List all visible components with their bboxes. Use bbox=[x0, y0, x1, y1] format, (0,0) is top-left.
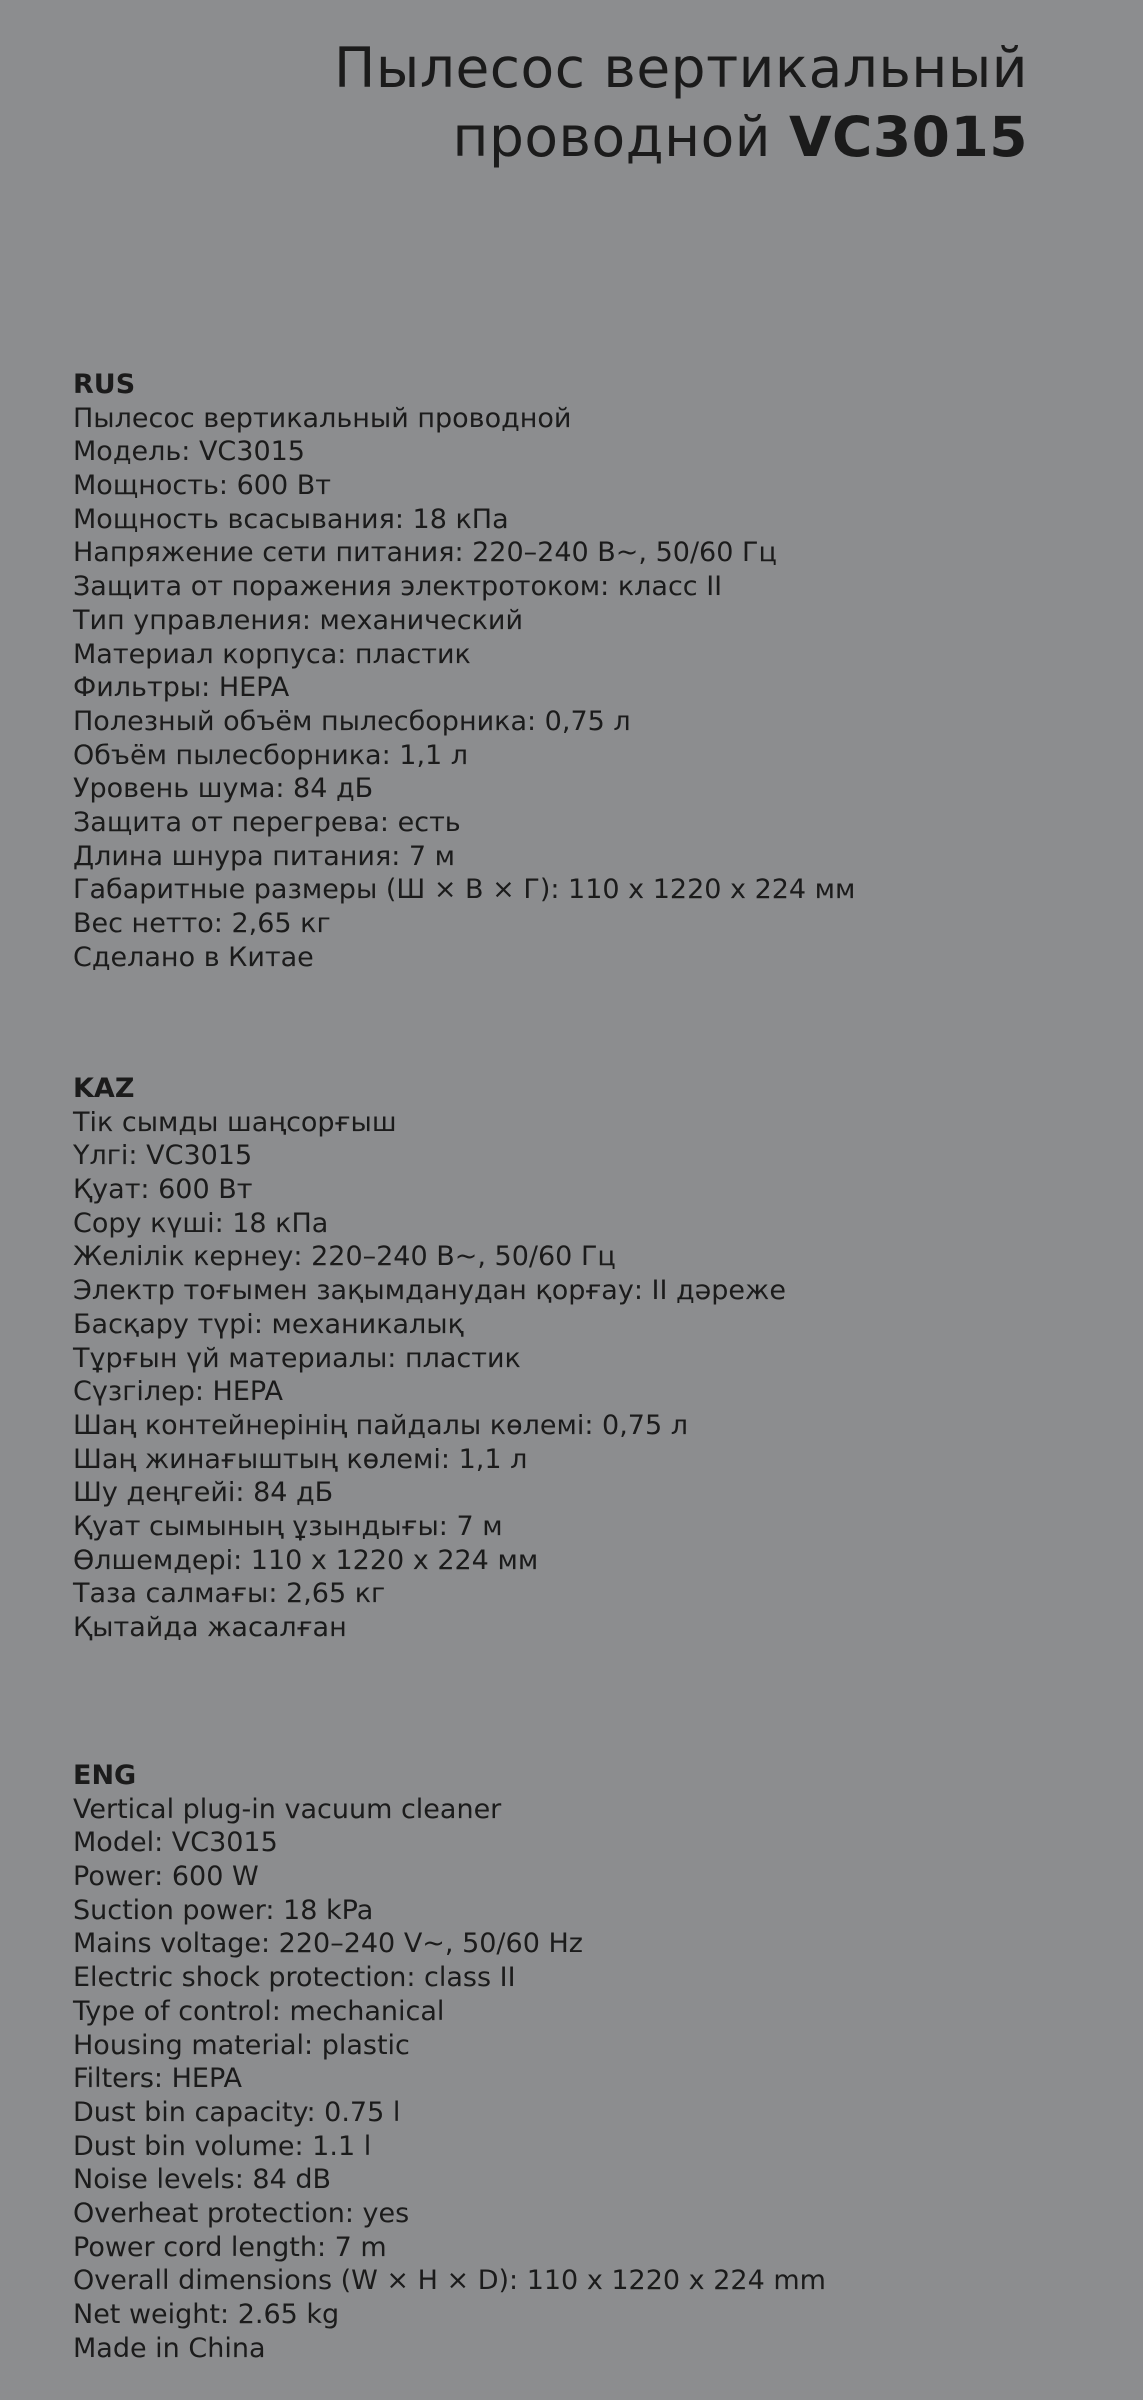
title-line-2 bbox=[334, 103, 1028, 172]
spec-line: Электр тоғымен зақымданудан қорғау: II дәреже bbox=[73, 1275, 786, 1307]
spec-line: Напряжение сети питания: 220–240 В~, 50/60 Гц bbox=[73, 537, 777, 569]
spec-line: Dust bin capacity: 0.75 l bbox=[73, 2096, 401, 2128]
spec-line: Filters: HEPA bbox=[73, 2063, 243, 2095]
spec-line: Шаң контейнерінің пайдалы көлемі: 0,75 л bbox=[73, 1409, 689, 1441]
spec-line: Шаң жинағыштың көлемі: 1,1 л bbox=[73, 1443, 528, 1475]
spec-line: Пылесос вертикальный проводной bbox=[73, 402, 572, 434]
spec-line: Vertical plug-in vacuum cleaner bbox=[73, 1793, 502, 1825]
spec-line: Model: VC3015 bbox=[73, 1827, 278, 1859]
spec-line: Вес нетто: 2,65 кг bbox=[73, 908, 331, 939]
spec-line: Материал корпуса: пластик bbox=[73, 638, 471, 670]
page-title bbox=[334, 34, 1028, 172]
spec-line: Noise levels: 84 dB bbox=[73, 2164, 332, 2196]
spec-line: Модель: VC3015 bbox=[73, 436, 305, 468]
spec-line: Мощность всасывания: 18 кПа bbox=[73, 503, 509, 535]
spec-line: Басқару түрі: механикалық bbox=[73, 1308, 464, 1340]
spec-line: Уровень шума: 84 дБ bbox=[73, 773, 374, 805]
section-heading: ENG bbox=[73, 1760, 137, 1791]
spec-line: Защита от перегрева: есть bbox=[73, 806, 461, 838]
title-line-1: Пылесос вертикальный bbox=[334, 36, 1028, 100]
title-model: VC3015 bbox=[788, 104, 1028, 169]
spec-list bbox=[73, 1106, 1073, 1645]
spec-line: Overall dimensions (W × H × D): 110 x 1220 x 224 mm bbox=[73, 2265, 826, 2297]
spec-line: Net weight: 2.65 kg bbox=[73, 2299, 340, 2330]
section-heading: RUS bbox=[73, 369, 136, 400]
spec-list bbox=[73, 402, 1073, 975]
spec-line: Housing material: plastic bbox=[73, 2029, 410, 2061]
spec-line: Тұрғын үй материалы: пластик bbox=[73, 1342, 521, 1374]
spec-line: Electric shock protection: class II bbox=[73, 1962, 516, 1994]
spec-line: Объём пылесборника: 1,1 л bbox=[73, 739, 469, 771]
spec-line: Үлгі: VC3015 bbox=[73, 1140, 253, 1172]
spec-line: Мощность: 600 Вт bbox=[73, 470, 331, 502]
section-heading: KAZ bbox=[73, 1073, 135, 1104]
spec-line: Защита от поражения электротоком: класс II bbox=[73, 571, 723, 603]
title-line-2-prefix: проводной bbox=[452, 104, 789, 169]
spec-line: Өлшемдері: 110 x 1220 x 224 мм bbox=[73, 1544, 539, 1576]
spec-line: Қуат сымының ұзындығы: 7 м bbox=[73, 1510, 503, 1542]
spec-line: Шу деңгейі: 84 дБ bbox=[73, 1477, 334, 1509]
spec-line: Полезный объём пылесборника: 0,75 л bbox=[73, 705, 631, 737]
spec-line: Желілік кернеу: 220–240 В~, 50/60 Гц bbox=[73, 1241, 616, 1273]
spec-list bbox=[73, 1793, 1073, 2366]
spec-line: Тип управления: механический bbox=[73, 604, 524, 636]
spec-section-eng bbox=[73, 1759, 1073, 2365]
spec-line: Dust bin volume: 1.1 l bbox=[73, 2130, 372, 2162]
spec-line: Power cord length: 7 m bbox=[73, 2231, 387, 2263]
spec-line: Қытайда жасалған bbox=[73, 1612, 347, 1643]
spec-line: Габаритные размеры (Ш × В × Г): 110 x 1220 x 224 мм bbox=[73, 874, 856, 906]
spec-section-rus bbox=[73, 368, 1073, 974]
spec-line: Сүзгілер: HEPA bbox=[73, 1376, 283, 1408]
spec-line: Power: 600 W bbox=[73, 1861, 259, 1893]
spec-line: Overheat protection: yes bbox=[73, 2197, 410, 2229]
spec-line: Таза салмағы: 2,65 кг bbox=[73, 1578, 386, 1610]
spec-section-kaz bbox=[73, 1072, 1073, 1645]
spec-line: Mains voltage: 220–240 V~, 50/60 Hz bbox=[73, 1928, 583, 1960]
spec-line: Type of control: mechanical bbox=[73, 1995, 445, 2027]
spec-line: Длина шнура питания: 7 м bbox=[73, 840, 456, 872]
spec-line: Made in China bbox=[73, 2332, 266, 2364]
spec-line: Suction power: 18 kPa bbox=[73, 1894, 374, 1926]
spec-line: Сделано в Китае bbox=[73, 941, 314, 973]
spec-line: Қуат: 600 Вт bbox=[73, 1174, 253, 1206]
spec-line: Тік сымды шаңсорғыш bbox=[73, 1106, 397, 1138]
spec-line: Сору күші: 18 кПа bbox=[73, 1207, 329, 1239]
spec-line: Фильтры: HEPA bbox=[73, 672, 290, 704]
